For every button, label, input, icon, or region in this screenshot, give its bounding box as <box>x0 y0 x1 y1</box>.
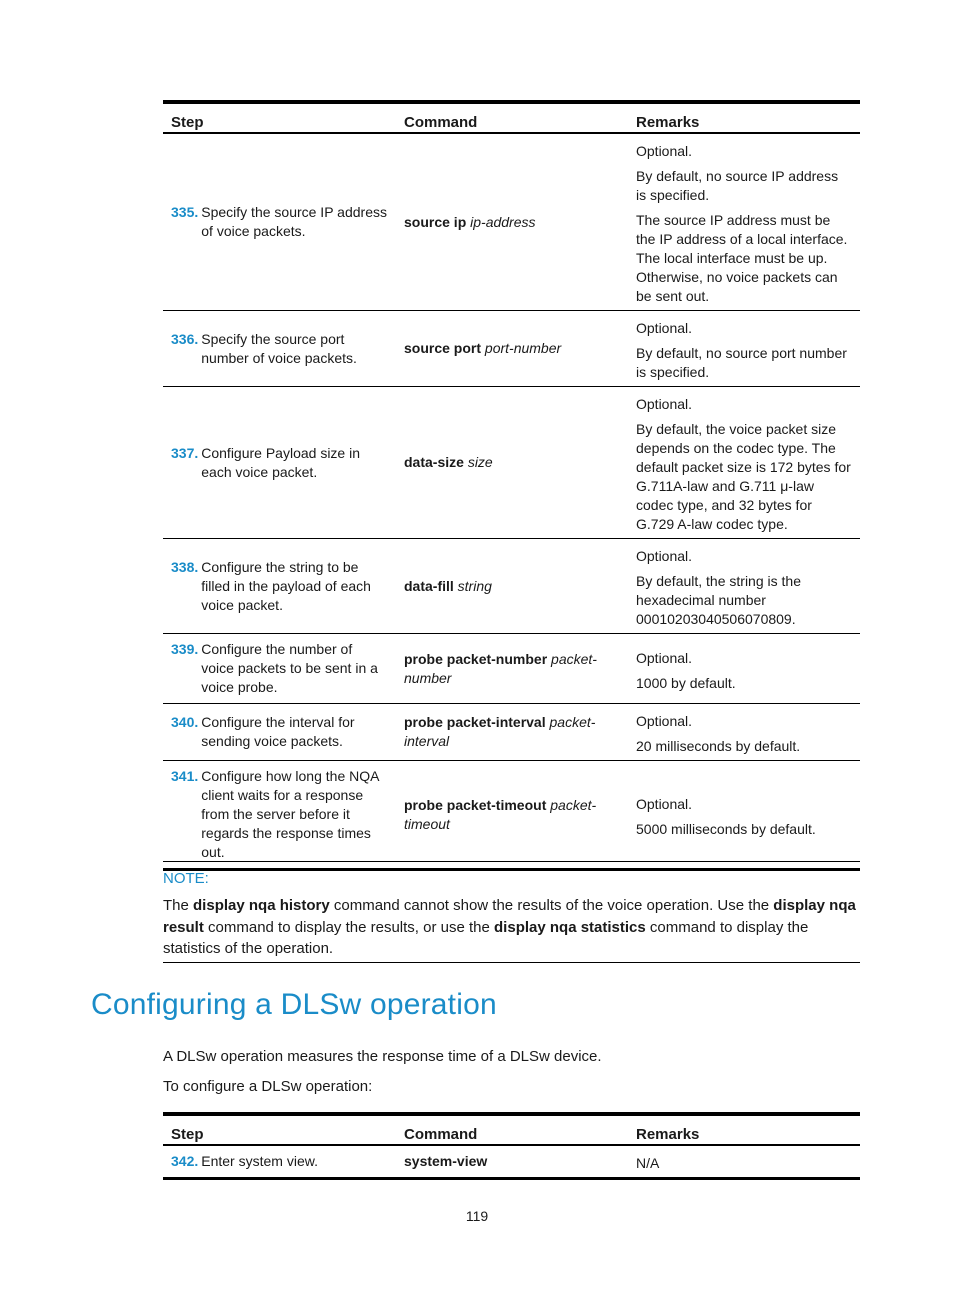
table-row <box>163 761 860 870</box>
step-description: Specify the source port number of voice packets. <box>201 330 357 366</box>
command-keyword: probe packet-timeout <box>404 796 547 813</box>
step-description: Configure the string to be filled in the payload of each voice packet. <box>201 558 371 613</box>
remark-line: Optional. <box>636 713 693 729</box>
remark-line: By default, no source port number is specified. <box>636 345 847 380</box>
command-name: display nqa result <box>163 897 856 936</box>
remarks-cell <box>628 311 860 387</box>
table-row <box>163 704 860 761</box>
remarks-cell <box>628 387 860 539</box>
remark-line: Optional. <box>636 396 693 412</box>
table-body <box>163 1145 860 1179</box>
remark-line: By default, the string is the hexadecimal number 00010203040506070809. <box>636 573 801 627</box>
step-cell <box>163 704 396 761</box>
header-step: Step <box>171 114 204 131</box>
table-row <box>163 1145 860 1179</box>
command-name: display nqa statistics <box>494 918 646 936</box>
header-remarks: Remarks <box>636 1126 700 1143</box>
command-keyword: source port <box>404 340 482 356</box>
note-segment: command to display the statistics of the operation. <box>163 918 809 957</box>
command-argument: packet-interval <box>404 714 596 749</box>
remark-line: Optional. <box>636 649 693 666</box>
note-box <box>163 861 860 963</box>
remark-line: Optional. <box>636 548 693 564</box>
remark-line: Optional. <box>636 795 693 812</box>
command-cell <box>396 634 628 704</box>
remarks-cell <box>628 761 860 870</box>
step-number: 342. <box>171 1153 199 1169</box>
note-segment: The <box>163 897 194 914</box>
table-row <box>163 133 860 311</box>
command-keyword: probe packet-interval <box>404 714 546 730</box>
remark-line: 5000 milliseconds by default. <box>636 820 816 837</box>
step-description: Enter system view. <box>201 1153 318 1169</box>
command-argument: string <box>457 577 492 594</box>
remark-line: By default, the voice packet size depends on the codec type. The default packet size is 172 bytes for G.711A-law and G.711 μ-law codec type, and 32 bytes for G.729 A-law codec type. <box>636 421 851 532</box>
table-row <box>163 387 860 539</box>
step-number: 338. <box>171 558 199 575</box>
header-command: Command <box>404 114 478 131</box>
step <box>171 330 388 368</box>
remark-line: 20 milliseconds by default. <box>636 738 801 754</box>
note-segment: command to display the results, or use the <box>203 918 495 936</box>
step-number: 341. <box>171 768 199 784</box>
command-keyword: data-size <box>404 454 464 470</box>
command-keyword: data-fill <box>404 577 454 594</box>
table-body <box>163 133 860 870</box>
remarks-cell <box>628 539 860 634</box>
header-remarks: Remarks <box>636 114 700 131</box>
step <box>171 558 388 615</box>
step-description: Configure how long the NQA client waits for a response from the server before it regards the response times out. <box>201 768 379 860</box>
command-keyword: probe packet-number <box>404 650 548 667</box>
table-header-row <box>163 102 860 133</box>
note-segment: command cannot show the results of the voice operation. Use the <box>329 897 774 914</box>
command-cell <box>396 539 628 634</box>
step-number: 337. <box>171 444 199 461</box>
dlsw-config-table <box>163 1112 860 1180</box>
remarks-cell <box>628 133 860 311</box>
step-number: 339. <box>171 641 199 657</box>
step-number: 335. <box>171 204 199 220</box>
remark-line: Optional. <box>636 143 693 159</box>
command-cell <box>396 761 628 870</box>
remark-line: The source IP address must be the IP address of a local interface. The local interface must be up. Otherwise, no voice packets can be sent out. <box>636 212 848 304</box>
command-cell <box>396 1145 628 1179</box>
step-description: Configure the interval for sending voice packets. <box>201 714 355 749</box>
remark-line: 1000 by default. <box>636 674 736 691</box>
command-argument: packet-timeout <box>404 796 597 832</box>
step-cell <box>163 387 396 539</box>
table-row <box>163 539 860 634</box>
step-number: 336. <box>171 330 199 347</box>
command-argument: size <box>467 454 493 470</box>
table-row <box>163 311 860 387</box>
note-label: NOTE: <box>163 870 209 887</box>
remark-line: N/A <box>636 1155 660 1171</box>
step <box>171 640 388 697</box>
header-step: Step <box>171 1126 204 1143</box>
step-cell <box>163 311 396 387</box>
step-cell <box>163 133 396 311</box>
page-number: 119 <box>465 1208 489 1224</box>
command-keyword: system-view <box>404 1153 488 1169</box>
step-number: 340. <box>171 714 199 730</box>
command-argument: port-number <box>484 340 562 356</box>
remarks-cell <box>628 704 860 761</box>
command-keyword: source ip <box>404 213 467 230</box>
step-cell <box>163 761 396 870</box>
table-header-row <box>163 1114 860 1145</box>
step <box>171 444 388 482</box>
command-name: display nqa history <box>193 897 330 914</box>
lead-paragraph: To configure a DLSw operation: <box>163 1078 373 1095</box>
step-cell <box>163 1145 396 1179</box>
step-description: Configure Payload size in each voice packet. <box>201 444 361 480</box>
note-text <box>163 895 860 960</box>
remark-line: Optional. <box>636 320 693 336</box>
command-cell <box>396 133 628 311</box>
command-cell <box>396 311 628 387</box>
step <box>171 1152 388 1171</box>
remarks-cell <box>628 634 860 704</box>
step-description: Specify the source IP address of voice packets. <box>201 204 387 239</box>
header-command: Command <box>404 1126 478 1143</box>
command-argument: packet-number <box>404 650 597 686</box>
step <box>171 713 388 751</box>
command-argument: ip-address <box>470 213 536 230</box>
command-cell <box>396 704 628 761</box>
voice-config-table <box>163 100 860 871</box>
table-row <box>163 634 860 704</box>
step-cell <box>163 634 396 704</box>
step-cell <box>163 539 396 634</box>
intro-paragraph: A DLSw operation measures the response time of a DLSw device. <box>163 1048 602 1065</box>
remarks-cell <box>628 1145 860 1179</box>
step <box>171 767 388 862</box>
step <box>171 203 388 241</box>
step-description: Configure the number of voice packets to be sent in a voice probe. <box>201 641 378 695</box>
remark-line: By default, no source IP address is specified. <box>636 168 839 203</box>
section-heading: Configuring a DLSw operation <box>91 988 497 1021</box>
command-cell <box>396 387 628 539</box>
